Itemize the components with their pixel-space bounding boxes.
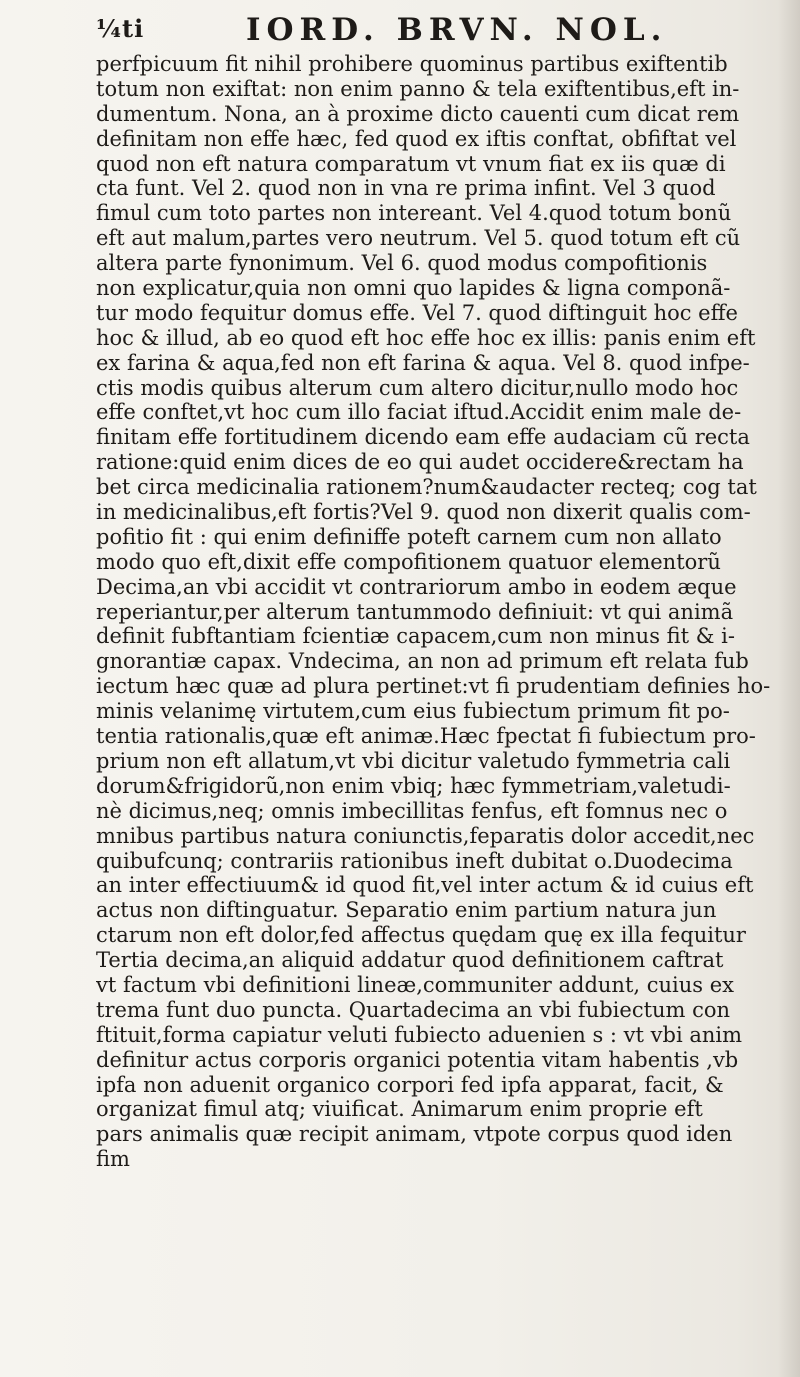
text-line: cta funt. Vel 2. quod non in vna re prima infint. Vel 3 quod bbox=[96, 176, 716, 201]
text-line: in medicinalibus,eft fortis?Vel 9. quod non dixerit qualis com- bbox=[96, 500, 751, 525]
text-line: tentia rationalis,quæ eft animæ.Hæc fpectat fi fubiectum pro- bbox=[96, 724, 756, 749]
text-line: ctarum non eft dolor,fed affectus quędam quę ex illa fequitur bbox=[96, 923, 746, 948]
page-gutter-shadow bbox=[778, 0, 800, 1377]
text-line: ftituit,forma capiatur veluti fubiecto aduenien s : vt vbi anim bbox=[96, 1022, 743, 1047]
text-line: vt factum vbi definitioni lineæ,communiter addunt, cuius ex bbox=[96, 972, 734, 997]
text-line: ex farina & aqua,fed non eft farina & aqua. Vel 8. quod infpe- bbox=[96, 350, 750, 375]
text-line: eft aut malum,partes vero neutrum. Vel 5. quod totum eft cũ bbox=[96, 226, 741, 251]
text-line: pofitio fit : qui enim definiffe poteft carnem cum non allato bbox=[96, 524, 722, 549]
text-line: reperiantur,per alterum tantummodo definiuit: vt qui animã bbox=[96, 599, 734, 624]
running-head bbox=[96, 10, 770, 50]
text-line: mnibus partibus natura coniunctis,feparatis dolor accedit,nec bbox=[96, 823, 755, 848]
text-line: tur modo fequitur domus effe. Vel 7. quod diftinguit hoc effe bbox=[96, 300, 738, 325]
text-line: trema funt duo puncta. Quartadecima an vbi fubiectum con bbox=[96, 997, 731, 1022]
text-line: fimul cum toto partes non intereant. Vel 4.quod totum bonũ bbox=[96, 201, 732, 226]
text-line: an inter effectiuum& id quod fit,vel inter actum & id cuius eft bbox=[96, 873, 754, 898]
text-line: altera parte fynonimum. Vel 6. quod modus compofitionis bbox=[96, 251, 708, 276]
text-line: pars animalis quæ recipit animam, vtpote corpus quod iden bbox=[96, 1122, 733, 1147]
page-number: ¼ti bbox=[96, 14, 145, 43]
text-line: finitam effe fortitudinem dicendo eam effe audaciam cũ recta bbox=[96, 425, 750, 450]
text-line: Tertia decima,an aliquid addatur quod definitionem caftrat bbox=[96, 948, 724, 973]
text-line: actus non diftinguatur. Separatio enim partium natura jun bbox=[96, 898, 717, 923]
text-line: modo quo eft,dixit effe compofitionem quatuor elementorũ bbox=[96, 549, 721, 574]
text-line: ctis modis quibus alterum cum altero dicitur,nullo modo hoc bbox=[96, 375, 739, 400]
text-line: fim bbox=[96, 1147, 130, 1172]
text-line: ipfa non aduenit organico corpori fed ipfa apparat, facit, & bbox=[96, 1072, 724, 1097]
text-line: quod non eft natura comparatum vt vnum fiat ex iis quæ di bbox=[96, 151, 726, 176]
running-title: IORD. BRVN. NOL. bbox=[246, 12, 668, 48]
text-line: quibufcunq; contrariis rationibus ineft dubitat o.Duodecima bbox=[96, 848, 733, 873]
text-line: prium non eft allatum,vt vbi dicitur valetudo fymmetria cali bbox=[96, 748, 731, 773]
text-line: hoc & illud, ab eo quod eft hoc effe hoc ex illis: panis enim eft bbox=[96, 325, 756, 350]
body-text bbox=[96, 52, 786, 1172]
text-line: nè dicimus,neq; omnis imbecillitas fenfus, eft fomnus nec o bbox=[96, 798, 728, 823]
text-line: definitur actus corporis organici potentia vitam habentis ,vb bbox=[96, 1047, 739, 1072]
text-line: bet circa medicinalia rationem?num&audacter recteq; cog tat bbox=[96, 475, 757, 500]
text-line: perfpicuum fit nihil prohibere quominus partibus exiftentib bbox=[96, 52, 728, 76]
text-line: totum non exiftat: non enim panno & tela exiftentibus,eft in- bbox=[96, 76, 740, 101]
text-line: iectum hæc quæ ad plura pertinet:vt fi prudentiam definies ho- bbox=[96, 674, 771, 699]
text-line: definitam non effe hæc, fed quod ex iftis conftat, obfiftat vel bbox=[96, 126, 737, 151]
text-line: dorum&frigidorũ,non enim vbiq; hæc fymmetriam,valetudi- bbox=[96, 773, 731, 798]
text-line: organizat fimul atq; viuificat. Animarum enim proprie eft bbox=[96, 1097, 703, 1122]
text-line: non explicatur,quia non omni quo lapides & ligna componã- bbox=[96, 276, 731, 301]
text-line: minis velanimę virtutem,cum eius fubiectum primum fit po- bbox=[96, 699, 730, 724]
text-line: effe conftet,vt hoc cum illo faciat iftud.Accidit enim male de- bbox=[96, 400, 742, 425]
text-line: dumentum. Nona, an à proxime dicto cauenti cum dicat rem bbox=[96, 101, 740, 126]
text-line: Decima,an vbi accidit vt contrariorum ambo in eodem æque bbox=[96, 574, 737, 599]
text-line: definit fubftantiam fcientiæ capacem,cum non minus fit & i- bbox=[96, 624, 735, 649]
text-line: ratione:quid enim dices de eo qui audet occidere&rectam ha bbox=[96, 450, 744, 475]
text-line: gnorantiæ capax. Vndecima, an non ad primum eft relata fub bbox=[96, 649, 749, 674]
